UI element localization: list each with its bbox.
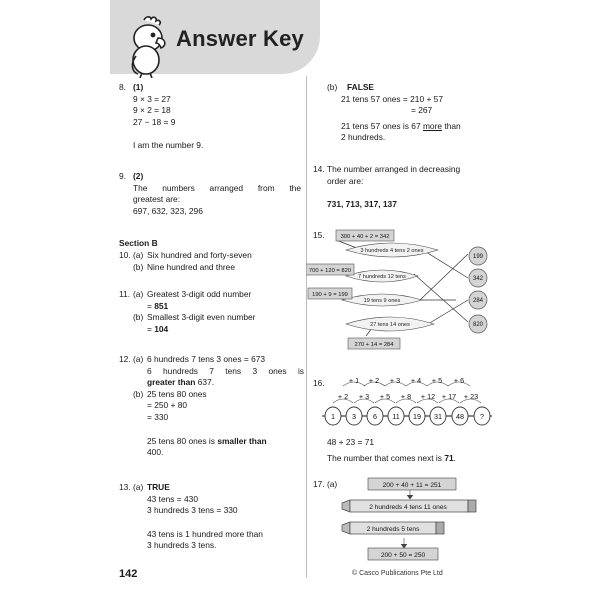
bead-label: 3	[352, 412, 356, 421]
working-line: 25 tens 80 ones	[147, 388, 207, 399]
question-number: 11.	[119, 289, 131, 299]
bead-label: 19	[413, 412, 421, 421]
comparison-word: greater than	[147, 377, 196, 388]
working-line: 400.	[147, 447, 164, 458]
answer-text: The number arranged in decreasing	[327, 164, 461, 174]
answer-text: order are:	[327, 175, 364, 186]
first-difference: + 2	[337, 392, 349, 401]
working-line: 6 hundreds 7 tens 3 ones is	[147, 365, 304, 376]
page-number: 142	[119, 568, 138, 580]
bead-label: 31	[434, 412, 442, 421]
question-11: 11. (a) Greatest 3-digit odd number = 851 (b) Smallest 3-digit even number = 104	[119, 289, 256, 334]
working-line: 3 hundreds 3 tens.	[147, 540, 217, 551]
working-line: 2 hundreds.	[341, 132, 386, 143]
question-number: 12.	[119, 354, 131, 364]
working-line: 3 hundreds 3 tens = 330	[147, 505, 238, 516]
answer-value: FALSE	[347, 82, 374, 92]
working-line: 43 tens = 430	[147, 493, 198, 504]
first-difference: + 3	[358, 392, 370, 401]
question-13b: (b) FALSE 21 tens 57 ones = 210 + 57 = 267 21 tens 57 ones is 67 more than 2 hundreds.	[327, 82, 507, 144]
second-difference: + 5	[431, 376, 443, 385]
second-difference: + 3	[389, 376, 401, 385]
bead-label: 6	[373, 412, 377, 421]
leaf-label: 19 tens 9 ones	[363, 298, 401, 304]
answer-text: 697, 632, 323, 296	[133, 205, 203, 216]
question-14	[313, 164, 493, 211]
answer-value: TRUE	[147, 482, 170, 492]
box-label: 200 + 50 = 250	[380, 552, 426, 559]
working-line: 9 × 2 = 18	[133, 105, 171, 116]
working-line: 43 tens is 1 hundred more than	[147, 528, 263, 539]
working-line: 9 × 3 = 27	[133, 93, 171, 104]
pencil-label: 2 hundreds 5 tens	[366, 526, 420, 533]
question-16-number: 16.	[313, 378, 325, 388]
circle-label: 199	[472, 254, 484, 260]
first-difference: + 17	[441, 392, 457, 401]
answer-text: Smallest 3-digit even number	[147, 312, 256, 323]
question-number: 14.	[313, 164, 325, 174]
box-label: 700 + 120 = 820	[308, 268, 352, 274]
question-number: 13.	[119, 482, 131, 492]
conclusion-text: I am the number 9.	[133, 140, 204, 151]
first-difference: + 8	[400, 392, 412, 401]
part-label: (b)	[133, 388, 144, 399]
working-line: 21 tens 57 ones = 210 + 57	[341, 93, 443, 104]
comparison-word: smaller than	[217, 435, 267, 446]
answer-text: Nine hundred and three	[147, 261, 236, 272]
box-label: 190 + 9 = 199	[312, 292, 348, 298]
question-9	[119, 171, 301, 217]
question-number: 9.	[119, 171, 126, 181]
working-line: = 267	[411, 105, 433, 116]
section-heading: Section B	[119, 238, 158, 248]
bead-label: ?	[480, 412, 484, 421]
leaf-label: 27 tens 14 ones	[370, 322, 410, 328]
working-line: 6 hundreds 7 tens 3 ones = 673	[147, 354, 266, 364]
part-label: (a)	[133, 250, 144, 260]
question-8	[119, 82, 301, 152]
part-label: (a)	[133, 289, 144, 299]
working-line: = 250 + 80	[147, 400, 188, 411]
answer-text: Greatest 3-digit odd number	[147, 289, 252, 299]
working-line: 48 + 23 = 71	[327, 437, 375, 447]
second-difference: + 2	[368, 376, 380, 385]
box-label: 300 + 40 + 2 = 342	[340, 234, 390, 240]
bead-label: 48	[456, 412, 464, 421]
second-difference: + 1	[348, 376, 360, 385]
circle-label: 342	[472, 276, 484, 282]
working-line: 27 − 18 = 9	[133, 116, 176, 127]
working-line: = 330	[147, 411, 169, 422]
second-difference: + 6	[453, 376, 465, 385]
part-label: (b)	[133, 312, 144, 323]
pencil-label: 2 hundreds 4 tens 11 ones	[369, 504, 447, 511]
answer-option: (2)	[133, 171, 144, 181]
bead-label: 11	[392, 412, 400, 421]
answer-text: Six hundred and forty-seven	[147, 250, 252, 260]
answer-value: 731, 713, 317, 137	[327, 199, 397, 210]
answer-value: 104	[154, 323, 169, 334]
question-15-diagram	[306, 226, 496, 356]
answer-option: (1)	[133, 82, 144, 92]
comparison-word: more	[422, 120, 443, 131]
parrot-mascot-icon	[122, 16, 174, 78]
part-label: (b)	[133, 261, 144, 272]
box-label: 270 + 14 = 284	[354, 342, 394, 348]
first-difference: + 5	[379, 392, 391, 401]
first-difference: + 23	[463, 392, 479, 401]
answer-value: 71	[444, 452, 454, 463]
circle-label: 820	[472, 322, 484, 328]
question-16-bead-pattern	[312, 373, 502, 431]
answer-value: 851	[154, 300, 169, 311]
bead-label: 1	[331, 412, 335, 421]
page-title: Answer Key	[176, 26, 304, 51]
answer-text: The numbers arranged from the	[133, 182, 301, 193]
leaf-label: 7 hundreds 12 tens	[358, 274, 406, 280]
leaf-label: 3 hundreds 4 tens 2 ones	[360, 248, 424, 254]
question-15-number: 15.	[313, 230, 325, 240]
question-12: 12. (a) 6 hundreds 7 tens 3 ones = 673 6 hundreds 7 tens 3 ones is greater than 637. (b) 25 tens 80 ones = 250 + 80 = 330 25 tens 80 ones is smaller than 400.	[119, 354, 304, 458]
question-number: 10.	[119, 250, 131, 260]
part-label: (a)	[133, 354, 144, 364]
part-label: (b)	[327, 82, 338, 92]
question-17-pencil-diagram	[338, 475, 493, 567]
first-difference: + 12	[420, 392, 436, 401]
second-difference: + 4	[410, 376, 422, 385]
question-13	[119, 482, 304, 552]
copyright-text: © Casco Publications Pte Ltd	[352, 570, 443, 577]
question-16-answer: 48 + 23 = 71 The number that comes next is 71.	[327, 437, 456, 463]
part-label: (a)	[133, 482, 144, 492]
box-label: 200 + 40 + 11 = 251	[382, 482, 442, 489]
question-10	[119, 250, 304, 273]
question-number: 8.	[119, 82, 126, 92]
circle-label: 284	[472, 298, 484, 304]
answer-text: greatest are:	[133, 194, 181, 205]
question-17-number: 17. (a)	[313, 479, 338, 489]
